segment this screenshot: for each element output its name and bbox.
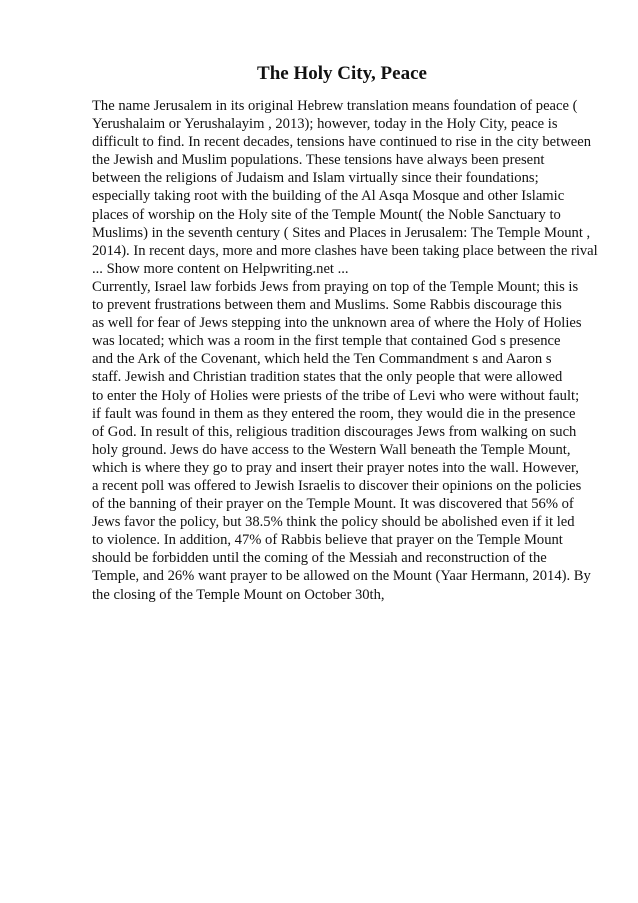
text-line: to prevent frustrations between them and Muslims. Some Rabbis discourage this — [92, 297, 562, 314]
text-line: as well for fear of Jews stepping into the unknown area of where the Holy of Holies — [92, 315, 582, 332]
text-line: 2014). In recent days, more and more clashes have been taking place between the rival — [92, 242, 598, 259]
page-title: The Holy City, Peace — [257, 63, 427, 84]
text-line: Jews favor the policy, but 38.5% think the policy should be abolished even if it led — [92, 514, 575, 531]
text-line: Temple, and 26% want prayer to be allowed on the Mount (Yaar Hermann, 2014). By — [92, 568, 591, 585]
text-line: Muslims) in the seventh century ( Sites and Places in Jerusalem: The Temple Mount , — [92, 224, 591, 241]
text-line: holy ground. Jews do have access to the Western Wall beneath the Temple Mount, — [92, 441, 571, 458]
text-line: of God. In result of this, religious tradition discourages Jews from walking on such — [92, 423, 577, 440]
text-line: should be forbidden until the coming of the Messiah and reconstruction of the — [92, 550, 547, 567]
text-line: of the banning of their prayer on the Temple Mount. It was discovered that 56% of — [92, 496, 574, 513]
text-line: places of worship on the Holy site of the Temple Mount( the Noble Sanctuary to — [92, 206, 561, 223]
text-line: and the Ark of the Covenant, which held the Ten Commandment s and Aaron s — [92, 351, 552, 368]
text-line: difficult to find. In recent decades, tensions have continued to rise in the city between — [92, 134, 592, 151]
body-text — [92, 97, 632, 604]
text-line: was located; which was a room in the first temple that contained God s presence — [92, 333, 561, 350]
text-line: to enter the Holy of Holies were priests of the tribe of Levi who were without fault; — [92, 387, 580, 404]
text-line: the Jewish and Muslim populations. These tensions have always been present — [92, 152, 545, 169]
text-line: a recent poll was offered to Jewish Israelis to discover their opinions on the policies — [92, 477, 582, 494]
text-line: staff. Jewish and Christian tradition states that the only people that were allowed — [92, 369, 563, 386]
text-line: which is where they go to pray and insert their prayer notes into the wall. However, — [92, 459, 579, 476]
text-line: to violence. In addition, 47% of Rabbis believe that prayer on the Temple Mount — [92, 532, 563, 549]
text-line: if fault was found in them as they entered the room, they would die in the presence — [92, 405, 576, 422]
text-line: between the religions of Judaism and Islam virtually since their foundations; — [92, 170, 539, 187]
text-line: The name Jerusalem in its original Hebrew translation means foundation of peace ( — [92, 98, 578, 114]
show-more-line: ... Show more content on Helpwriting.net ... — [92, 260, 349, 277]
text-line: Yerushalaim or Yerushalayim , 2013); however, today in the Holy City, peace is — [92, 116, 558, 133]
text-line: the closing of the Temple Mount on October 30th, — [92, 586, 385, 603]
text-line: especially taking root with the building of the Al Asqa Mosque and other Islamic — [92, 188, 565, 205]
text-line: Currently, Israel law forbids Jews from praying on top of the Temple Mount; this is — [92, 278, 579, 295]
